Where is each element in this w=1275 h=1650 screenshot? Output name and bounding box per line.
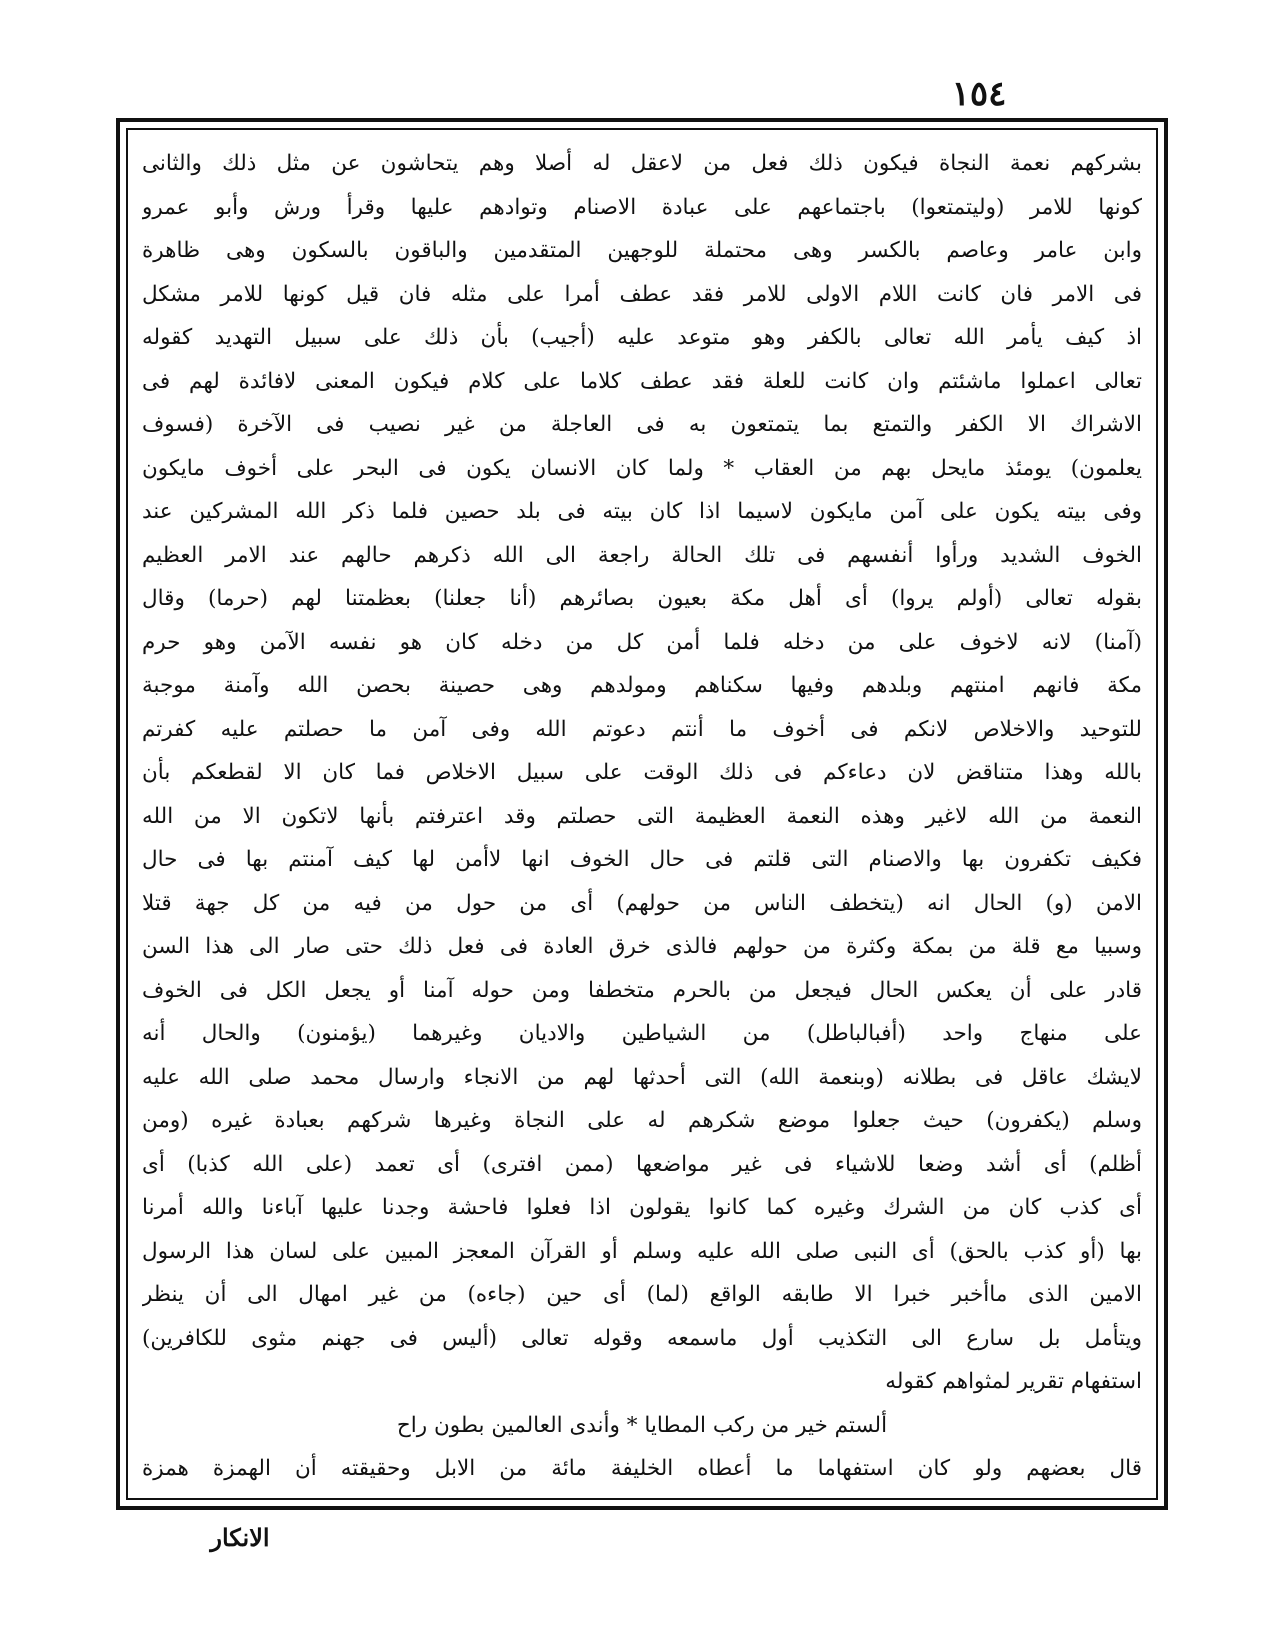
text-line: وابن عامر وعاصم بالكسر وهى محتملة للوجهين المتقدمين والباقون بالسكون وهى ظاهرة [142, 238, 1142, 263]
text-line: الامن (و) الحال انه (يتخطف الناس من حولهم) أى من حول من فيه من كل جهة قتلا [142, 890, 1142, 916]
text-line: بقوله تعالى (أولم يروا) أى أهل مكة بعيون بصائرهم (أنا جعلنا) بعظمتنا لهم (حرما) وقال [142, 586, 1142, 611]
text-line: (آمنا) لانه لاخوف على من دخله فلما أمن كل من دخله كان هو نفسه الآمن وهو حرم [142, 629, 1142, 655]
text-line: النعمة من الله لاغير وهذه النعمة العظيمة التى حصلتم وقد اعترفتم بأنها لاتكون الا من الله [142, 803, 1142, 829]
text-line: على منهاج واحد (أفبالباطل) من الشياطين والاديان وغيرهما (يؤمنون) والحال أنه [142, 1021, 1142, 1046]
text-line: بشركهم نعمة النجاة فيكون ذلك فعل من لاعقل له أصلا وهم يتحاشون عن مثل ذلك والثانى [142, 151, 1142, 176]
text-line: لايشك عاقل فى بطلانه (وبنعمة الله) التى أحدثها لهم من الانجاء وارسال محمد صلى الله عليه [142, 1064, 1142, 1090]
text-line: أظلم) أى أشد وضعا للاشياء فى غير مواضعها (ممن افترى) أى تعمد (على الله كذبا) أى [142, 1151, 1142, 1177]
text-line: وسبيا مع قلة من بمكة وكثرة من حولهم فالذى خرق العادة فى فعل ذلك حتى صار الى هذا السن [142, 934, 1142, 959]
text-line: بها (أو كذب بالحق) أى النبى صلى الله عليه وسلم أو القرآن المعجز المبين على لسان هذا الرسول [142, 1238, 1142, 1264]
text-line: أى كذب كان من الشرك وغيره كما كانوا يقولون اذا فعلوا فاحشة وجدنا عليها آباءنا والله أمرنا [142, 1195, 1142, 1220]
text-line: الامين الذى ماأخبر خبرا الا طابقه الواقع (لما) أى حين (جاءه) من غير امهال الى أن ينظر [142, 1282, 1142, 1307]
text-line: الخوف الشديد ورأوا أنفسهم فى تلك الحالة راجعة الى الله ذكرهم حالهم عند الامر العظيم [142, 542, 1142, 568]
text-body [142, 142, 1142, 1488]
poem-verse: ألستم خير من ركب المطايا * وأندى العالمين بطون راح [396, 1412, 888, 1438]
text-line: تعالى اعملوا ماشئتم وان كانت للعلة فقد عطف كلاما على كلام فيكون المعنى لافائدة لهم فى [142, 368, 1142, 394]
text-line: استفهام تقرير لمثواهم كقوله [885, 1369, 1142, 1394]
text-line: يعلمون) يومئذ مايحل بهم من العقاب * ولما كان الانسان يكون فى البحر على أخوف مايكون [142, 455, 1142, 481]
text-line: كونها للامر (وليتمتعوا) باجتماعهم على عبادة الاصنام وتوادهم عليها وقرأ ورش وأبو عمرو [142, 194, 1142, 220]
text-line: ويتأمل بل سارع الى التكذيب أول ماسمعه وقوله تعالى (أليس فى جهنم مثوى للكافرين) [142, 1325, 1142, 1351]
text-line: للتوحيد والاخلاص لانكم فى أخوف ما أنتم دعوتم الله وفى آمن ما حصلتم عليه كفرتم [142, 716, 1142, 742]
text-line: فى الامر فان كانت اللام الاولى للامر فقد عطف أمرا على مثله فان قيل كونها للامر مشكل [142, 281, 1142, 307]
text-line: قادر على أن يعكس الحال فيجعل من بالحرم متخطفا ومن حوله آمنا أو يجعل الكل فى الخوف [142, 977, 1142, 1003]
page-frame [116, 118, 1168, 1510]
text-line: بالله وهذا متناقض لان دعاءكم فى ذلك الوقت على سبيل الاخلاص فما كان الا لقطعكم بأن [142, 760, 1142, 785]
catchword: الانكار [210, 1523, 270, 1552]
text-line: قال بعضهم ولو كان استفهاما ما أعطاه الخليفة مائة من الابل وحقيقته أن الهمزة همزة [142, 1456, 1142, 1481]
text-line: وفى بيته يكون على آمن مايكون لاسيما اذا كان بيته فى بلد حصين فلما ذكر الله المشركين عند [142, 499, 1142, 524]
page-number: ١٥٤ [951, 74, 1007, 114]
text-line: مكة فانهم امنتهم وبلدهم وفيها سكناهم ومولدهم وهى حصينة بحصن الله وآمنة موجبة [142, 673, 1142, 698]
text-line: الاشراك الا الكفر والتمتع بما يتمتعون به فى العاجلة من غير نصيب فى الآخرة (فسوف [142, 412, 1142, 437]
text-line: فكيف تكفرون بها والاصنام التى قلتم فى حال الخوف انها لاأمن لها كيف آمنتم بها فى حال [142, 847, 1142, 872]
inner-frame [126, 128, 1158, 1500]
text-line: وسلم (يكفرون) حيث جعلوا موضع شكرهم له على النجاة وغيرها شركهم بعبادة غيره (ومن [142, 1108, 1142, 1133]
text-line: اذ كيف يأمر الله تعالى بالكفر وهو متوعد عليه (أجيب) بأن ذلك على سبيل التهديد كقوله [142, 325, 1142, 350]
